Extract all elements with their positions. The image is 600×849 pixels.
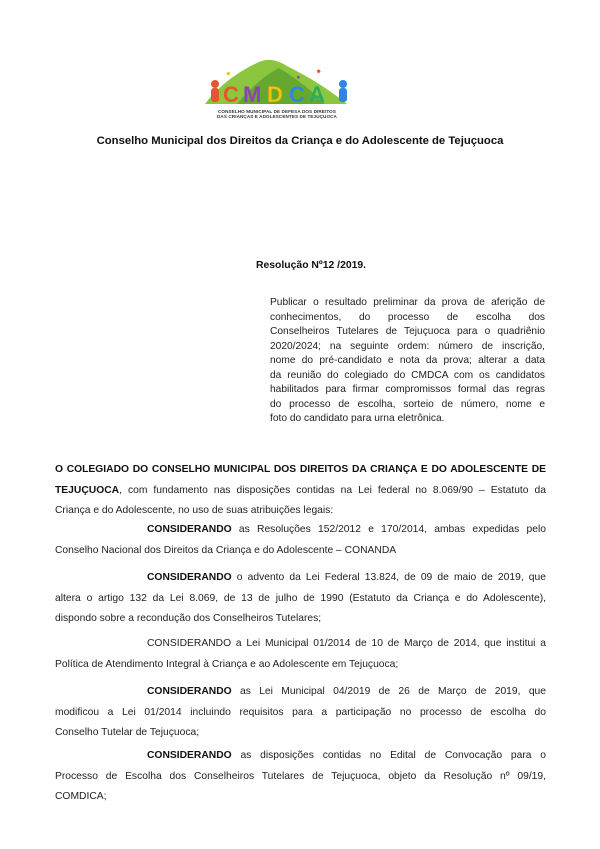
considerando-paragraph-3 [55,634,546,675]
considerando-5-line-3: COMDICA; [55,791,107,802]
considerando-5-line-2: Processo de Escolha dos Conselheiros Tutelares de Tejuçuoca, objeto da Resolução nº 09/19, [55,770,546,782]
considerando-4-line-3: Conselho Tutelar de Tejuçuoca; [55,727,200,738]
considerando-keyword: CONSIDERANDO [147,750,232,761]
considerando-2-line-3: dispondo sobre a recondução dos Conselheiros Tutelares; [55,613,322,624]
summary-line: habilitados para firmar compromissos formal das regras [270,384,545,395]
cmdca-logo [197,52,357,124]
resolution-title: Resolução Nº12 /2019. [256,260,367,271]
considerando-3-line-2: Política de Atendimento Integral à Criança e ao Adolescente em Tejuçuoca; [55,658,399,670]
logo-letter-c: C [223,82,239,107]
logo-letter-d: D [267,82,283,107]
summary-line: Conselheiros Tutelares de Tejuçuoca para o quadriênio [270,326,545,337]
considerando-paragraph-2 [55,568,546,630]
logo-letter-m: M [243,82,262,107]
considerando-paragraph-1 [55,520,546,561]
cmdca-logo-graphic [197,52,357,110]
considerando-1-line-2: Conselho Nacional dos Direitos da Criança e do Adolescente – CONANDA [55,544,397,556]
logo-subtitle-line-2: DAS CRIANÇAS E ADOLESCENTES DE TEJUÇUOCA [217,114,337,120]
considerando-4-text: as Lei Municipal 04/2019 de 26 de Março de 2019, que [231,686,546,697]
preamble-text: , com fundamento nas disposições contidas na Lei federal no 8.069/90 – Estatuto da [119,484,546,496]
municipality-name: TEJUÇUOCA [55,484,120,496]
summary-line: da reunião do colegiado do CMDCA com os candidatos [270,369,545,381]
preamble-line-3: Criança e do Adolescente, no uso de suas atribuições legais: [55,505,334,516]
logo-subtitle [197,109,357,120]
resolution-summary [270,296,545,427]
logo-subtitle-line-1: CONSELHO MUNICIPAL DE DEFESA DOS DIREITOS [217,109,337,114]
preamble-line-2 [55,481,546,502]
considerando-2-line-2: altera o artigo 132 da Lei 8.069, de 13 de julho de 1990 (Estatuto da Criança e do Adolescente), [55,592,546,604]
considerando-4-line-2: modificou a Lei 01/2014 incluindo requisitos para a participação no processo de escolha do [55,706,546,718]
summary-line: Publicar o resultado preliminar da prova de aferição de [270,297,545,308]
preamble-bold-text: O COLEGIADO DO CONSELHO MUNICIPAL DOS DIREITOS DA CRIANÇA E DO ADOLESCENTE DE [55,464,546,475]
considerando-keyword: CONSIDERANDO [147,686,232,697]
considerando-2-line-1 [55,568,546,589]
considerando-keyword: CONSIDERANDO [147,572,232,583]
considerando-1-line-1 [55,520,546,541]
preamble-paragraph [55,460,546,522]
summary-line: 2020/2024; na seguinte ordem: número de inscrição, [270,340,545,352]
considerando-2-text: o advento da Lei Federal 13.824, de 09 de maio de 2019, que [231,572,546,583]
considerando-1-text: as Resoluções 152/2012 e 170/2014, ambas expedidas pelo [231,524,546,535]
logo-letter-a: A [309,82,325,107]
considerando-3-line-1: CONSIDERANDO a Lei Municipal 01/2014 de 10 de Março de 2014, que institui a [147,638,546,649]
council-title: Conselho Municipal dos Direitos da Criança e do Adolescente de Tejuçuoca [96,135,504,147]
considerando-5-line-1 [55,746,546,767]
considerando-keyword: CONSIDERANDO [147,524,232,535]
summary-line: foto do candidato para urna eletrônica. [270,413,445,424]
considerando-5-text: as disposições contidas no Edital de Convocação para o [231,750,546,761]
considerando-paragraph-5 [55,746,546,808]
preamble-line-1 [55,460,546,481]
considerando-paragraph-4 [55,682,546,744]
summary-line: do processo de escolha, sorteio de número, nome e [270,398,545,410]
summary-line: nome do pré-candidato e nota da prova; alterar a data [270,355,545,366]
considerando-4-line-1 [55,682,546,703]
summary-line: conhecimentos, do processo de escolha dos [270,311,545,323]
logo-letter-c2: C [289,82,305,107]
